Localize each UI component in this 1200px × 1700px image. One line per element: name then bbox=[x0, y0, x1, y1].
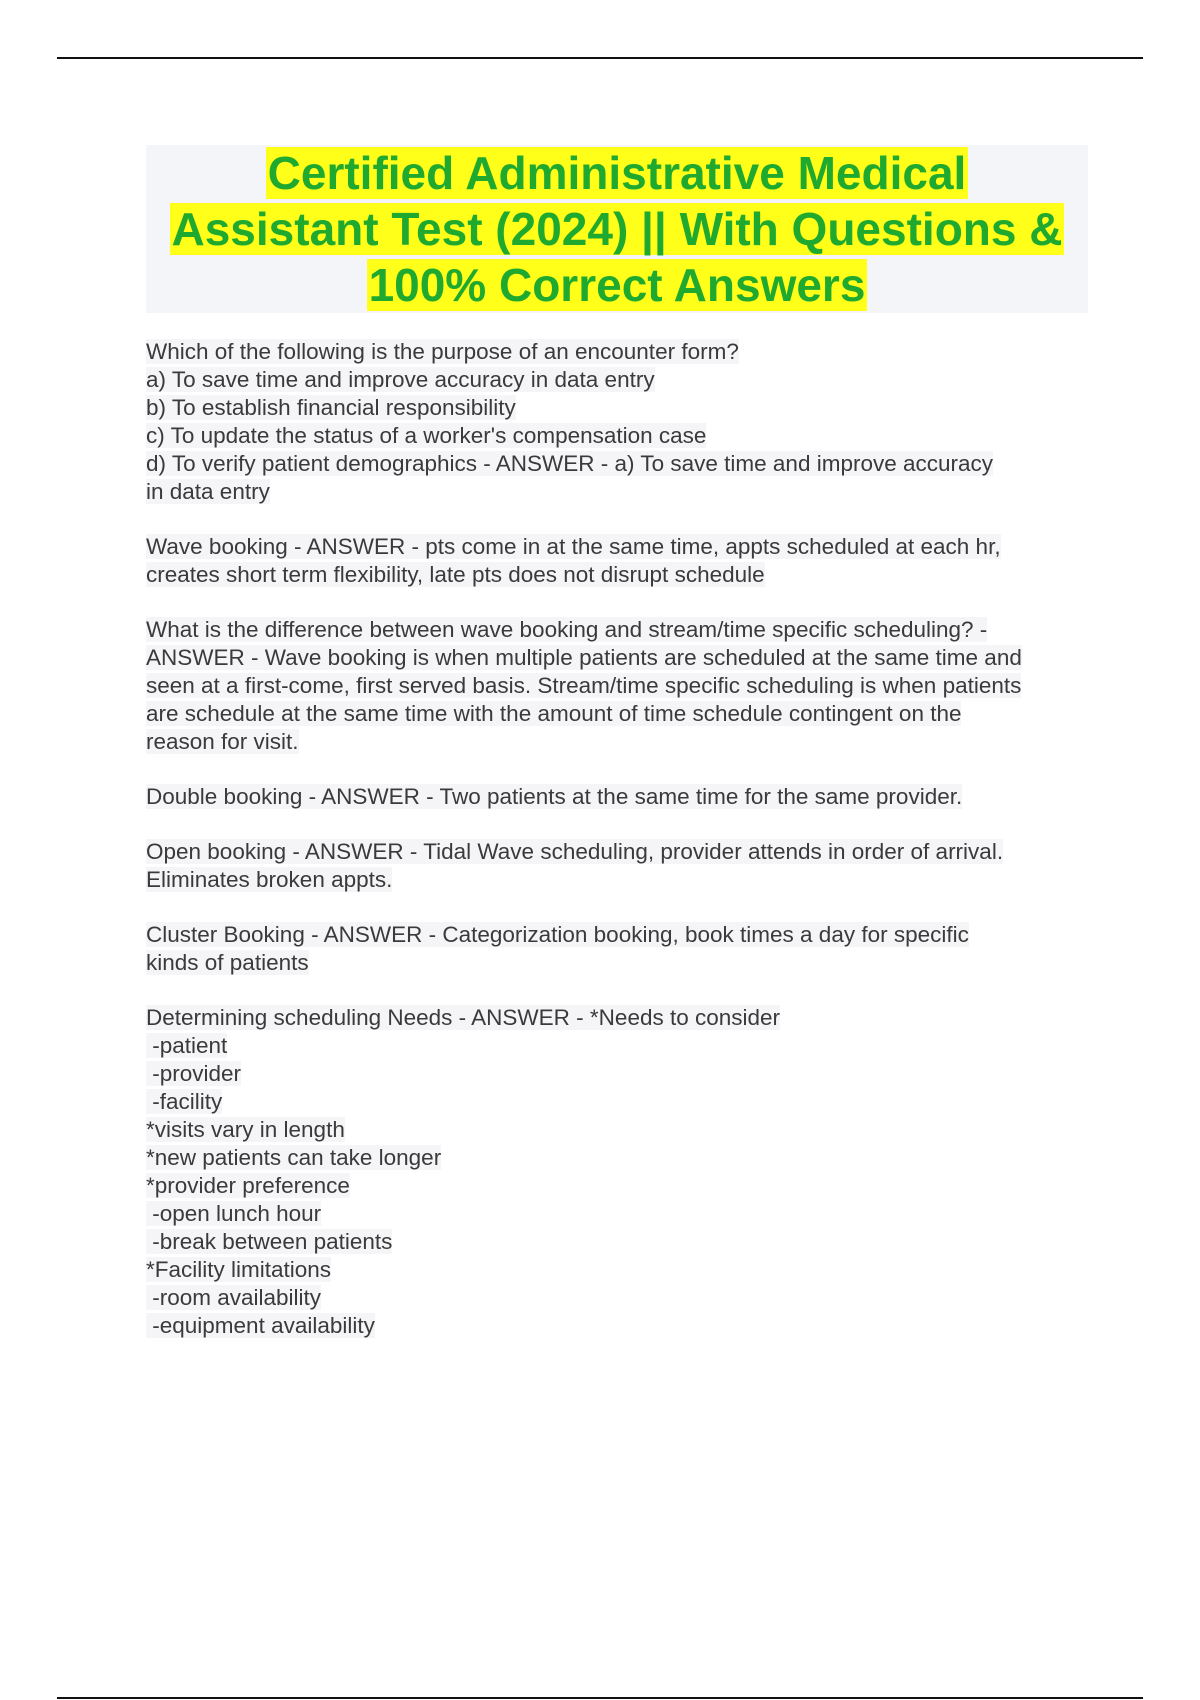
qa-line-text: -equipment availability bbox=[146, 1313, 375, 1338]
qa-line-text: are schedule at the same time with the amount of time schedule contingent on the bbox=[146, 701, 962, 726]
qa-line bbox=[146, 1256, 1096, 1284]
qa-line-text: -patient bbox=[146, 1033, 228, 1058]
qa-entry bbox=[146, 616, 1096, 756]
qa-line-text: -facility bbox=[146, 1089, 223, 1114]
bottom-rule bbox=[57, 1697, 1143, 1699]
qa-line bbox=[146, 1116, 1096, 1144]
qa-line-text: Cluster Booking - ANSWER - Categorization booking, book times a day for specific bbox=[146, 922, 969, 947]
qa-line-text: -open lunch hour bbox=[146, 1201, 322, 1226]
qa-line bbox=[146, 921, 1096, 949]
qa-line bbox=[146, 866, 1096, 894]
qa-line bbox=[146, 1088, 1096, 1116]
qa-line-text: What is the difference between wave booking and stream/time specific scheduling? - bbox=[146, 617, 988, 642]
qa-line-text: a) To save time and improve accuracy in data entry bbox=[146, 367, 655, 392]
qa-line-text: Which of the following is the purpose of an encounter form? bbox=[146, 339, 739, 364]
qa-line-text: Open booking - ANSWER - Tidal Wave scheduling, provider attends in order of arrival. bbox=[146, 839, 1004, 864]
qa-line-text: *Facility limitations bbox=[146, 1257, 332, 1282]
qa-line-text: -room availability bbox=[146, 1285, 322, 1310]
qa-entry bbox=[146, 1004, 1096, 1340]
qa-line bbox=[146, 1312, 1096, 1340]
qa-line-text: creates short term flexibility, late pts does not disrupt schedule bbox=[146, 562, 765, 587]
qa-line-text: *new patients can take longer bbox=[146, 1145, 442, 1170]
qa-line bbox=[146, 783, 1096, 811]
qa-entry bbox=[146, 533, 1096, 589]
top-rule bbox=[57, 57, 1143, 59]
qa-line bbox=[146, 533, 1096, 561]
qa-line-text: *provider preference bbox=[146, 1173, 350, 1198]
qa-line-text: c) To update the status of a worker's compensation case bbox=[146, 423, 707, 448]
qa-line-text: Double booking - ANSWER - Two patients at the same time for the same provider. bbox=[146, 784, 963, 809]
qa-line bbox=[146, 478, 1096, 506]
qa-line-text: reason for visit. bbox=[146, 729, 299, 754]
qa-line-text: in data entry bbox=[146, 479, 270, 504]
title-line-text: 100% Correct Answers bbox=[368, 259, 866, 311]
qa-line-text: -provider bbox=[146, 1061, 242, 1086]
title-line-text: Certified Administrative Medical bbox=[267, 147, 967, 199]
qa-line bbox=[146, 616, 1096, 644]
document-title bbox=[146, 145, 1088, 313]
qa-line bbox=[146, 338, 1096, 366]
title-line bbox=[146, 201, 1088, 257]
qa-line bbox=[146, 1200, 1096, 1228]
qa-line bbox=[146, 838, 1096, 866]
qa-line bbox=[146, 1228, 1096, 1256]
qa-line bbox=[146, 366, 1096, 394]
qa-entry bbox=[146, 838, 1096, 894]
qa-line bbox=[146, 672, 1096, 700]
qa-line bbox=[146, 1032, 1096, 1060]
qa-line bbox=[146, 561, 1096, 589]
qa-line bbox=[146, 422, 1096, 450]
qa-line-text: Determining scheduling Needs - ANSWER - *Needs to consider bbox=[146, 1005, 781, 1030]
qa-line bbox=[146, 949, 1096, 977]
qa-line bbox=[146, 1172, 1096, 1200]
qa-list bbox=[146, 338, 1096, 1367]
qa-line-text: Wave booking - ANSWER - pts come in at the same time, appts scheduled at each hr, bbox=[146, 534, 1001, 559]
qa-line-text: d) To verify patient demographics - ANSWER - a) To save time and improve accuracy bbox=[146, 451, 994, 476]
qa-line-text: -break between patients bbox=[146, 1229, 393, 1254]
qa-line bbox=[146, 728, 1096, 756]
title-line-text: Assistant Test (2024) || With Questions & bbox=[171, 203, 1063, 255]
title-line bbox=[146, 257, 1088, 313]
qa-line-text: b) To establish financial responsibility bbox=[146, 395, 516, 420]
qa-entry bbox=[146, 338, 1096, 506]
qa-line bbox=[146, 644, 1096, 672]
qa-line-text: Eliminates broken appts. bbox=[146, 867, 393, 892]
qa-line-text: ANSWER - Wave booking is when multiple patients are scheduled at the same time and bbox=[146, 645, 1022, 670]
qa-line bbox=[146, 1284, 1096, 1312]
qa-entry bbox=[146, 783, 1096, 811]
qa-line bbox=[146, 394, 1096, 422]
title-line bbox=[146, 145, 1088, 201]
qa-line-text: seen at a first-come, first served basis. Stream/time specific scheduling is when patients bbox=[146, 673, 1022, 698]
qa-line bbox=[146, 1004, 1096, 1032]
qa-entry bbox=[146, 921, 1096, 977]
qa-line-text: kinds of patients bbox=[146, 950, 309, 975]
qa-line bbox=[146, 1060, 1096, 1088]
qa-line bbox=[146, 700, 1096, 728]
qa-line bbox=[146, 450, 1096, 478]
qa-line bbox=[146, 1144, 1096, 1172]
qa-line-text: *visits vary in length bbox=[146, 1117, 345, 1142]
